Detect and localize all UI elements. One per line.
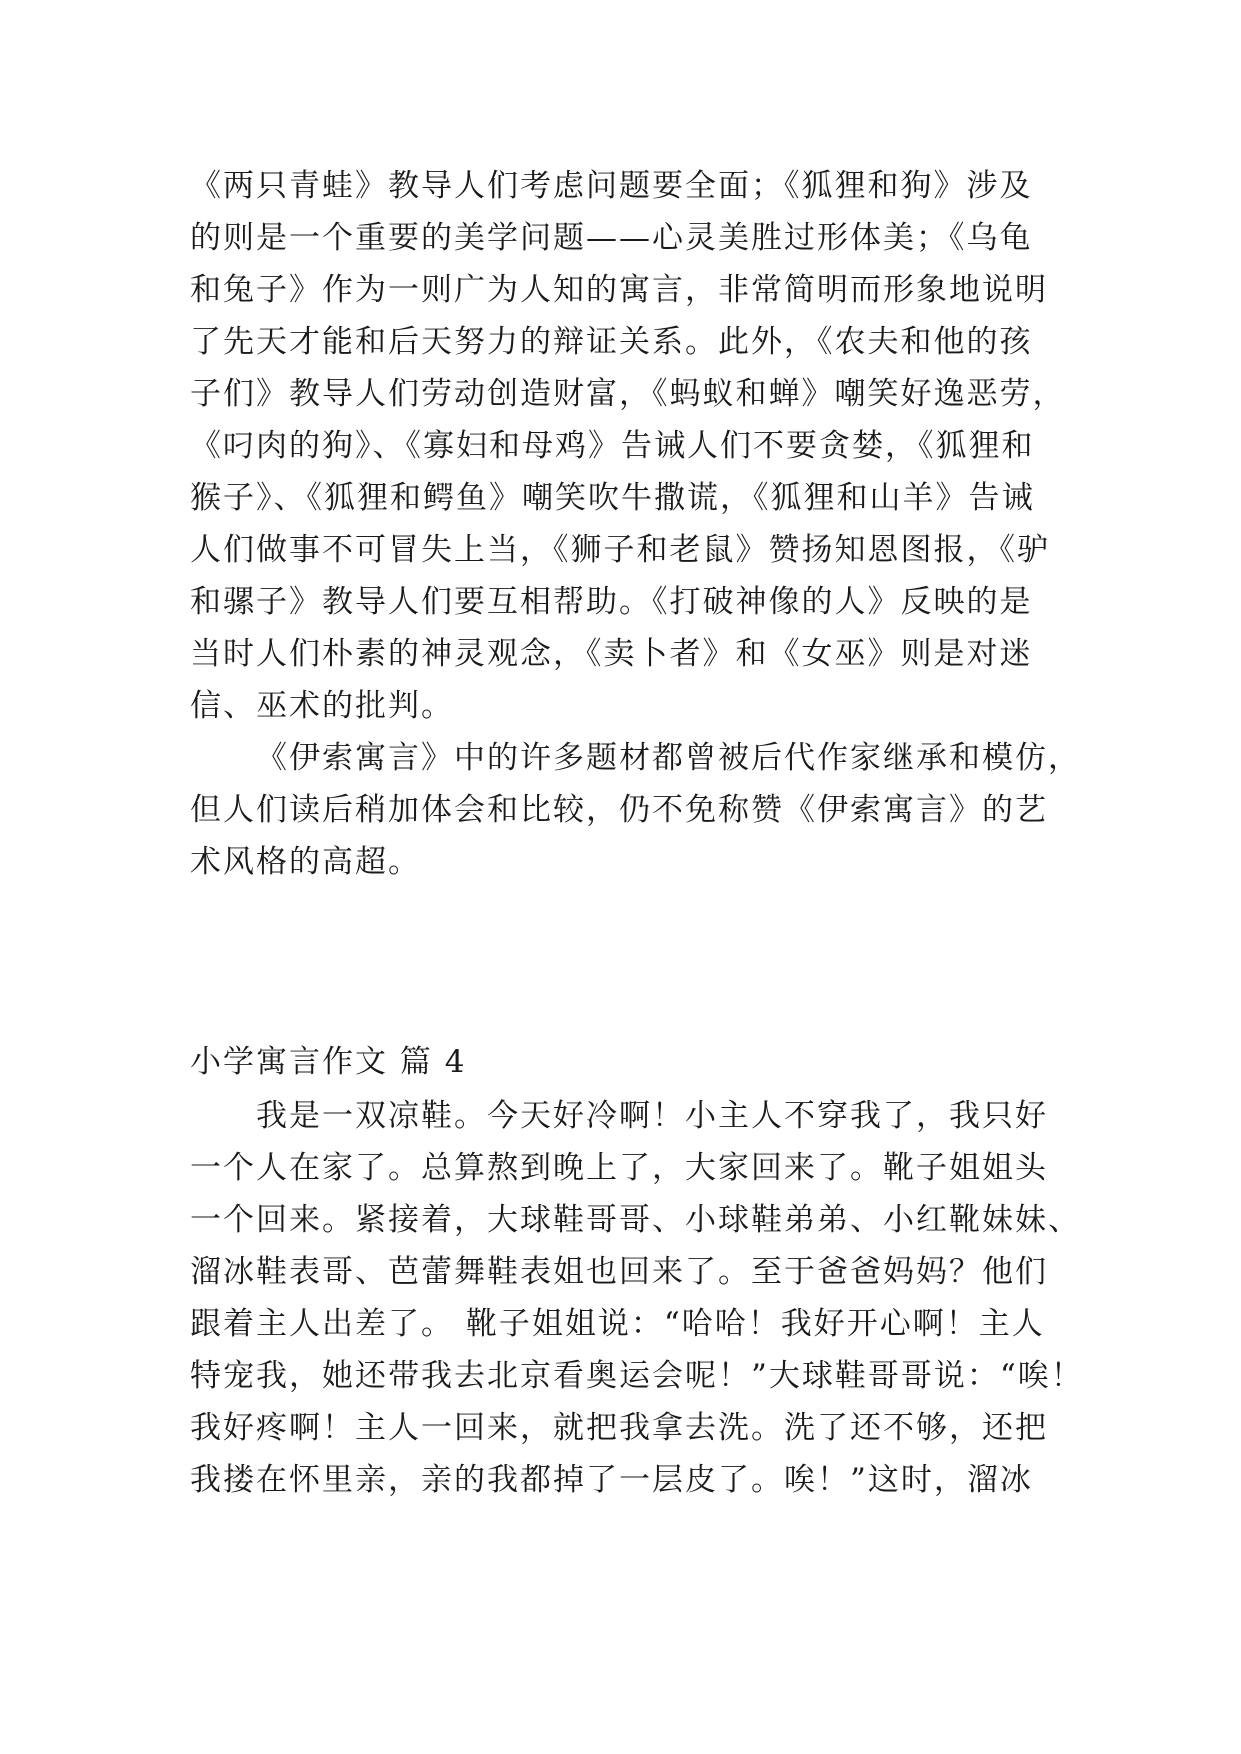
text-line: 溜冰鞋表哥、芭蕾舞鞋表姐也回来了。至于爸爸妈妈？他们 — [190, 1254, 1048, 1290]
text-line: 和兔子》作为一则广为人知的寓言，非常简明而形象地说明 — [190, 272, 1048, 308]
text-line: 《叼肉的狗》、《寡妇和母鸡》告诫人们不要贪婪，《狐狸和 — [190, 428, 1035, 464]
paragraph-sandal-story — [190, 1090, 1090, 1506]
text-line: 一个人在家了。总算熬到晚上了，大家回来了。靴子姐姐头 — [190, 1150, 1048, 1186]
text-line: 子们》教导人们劳动创造财富，《蚂蚁和蝉》嘲笑好逸恶劳， — [190, 376, 1066, 412]
text-line: 人们做事不可冒失上当，《狮子和老鼠》赞扬知恩图报，《驴 — [190, 532, 1050, 568]
text-line: 了先天才能和后天努力的辩证关系。此外，《农夫和他的孩 — [190, 324, 1033, 360]
text-line: 特宠我，她还带我去北京看奥运会呢！”大球鞋哥哥说：“唉！ — [190, 1358, 1084, 1394]
text-line: 但人们读后稍加体会和比较，仍不免称赞《伊索寓言》的艺 — [190, 792, 1048, 828]
text-line: 猴子》、《狐狸和鳄鱼》嘲笑吹牛撒谎，《狐狸和山羊》告诫 — [190, 480, 1035, 516]
text-line: 信、巫术的批判。 — [190, 688, 454, 724]
text-line: 术风格的高超。 — [190, 844, 421, 880]
text-line: 我好疼啊！主人一回来，就把我拿去洗。洗了还不够，还把 — [190, 1410, 1048, 1446]
text-line: 《两只青蛙》教导人们考虑问题要全面；《狐狸和狗》涉及 — [190, 168, 1033, 204]
text-line: 的则是一个重要的美学问题——心灵美胜过形体美；《乌龟 — [190, 220, 1033, 256]
text-line: 我搂在怀里亲，亲的我都掉了一层皮了。唉！”这时，溜冰 — [190, 1462, 1033, 1498]
text-line: 我是一双凉鞋。今天好冷啊！小主人不穿我了，我只好 — [256, 1098, 1048, 1134]
text-line: 跟着主人出差了。 靴子姐姐说：“哈哈！我好开心啊！主人 — [190, 1306, 1045, 1342]
text-line: 和骡子》教导人们要互相帮助。《打破神像的人》反映的是 — [190, 584, 1033, 620]
text-line: 一个回来。紧接着，大球鞋哥哥、小球鞋弟弟、小红靴妹妹、 — [190, 1202, 1081, 1238]
text-line: 《伊索寓言》中的许多题材都曾被后代作家继承和模仿， — [256, 740, 1081, 776]
text-line: 当时人们朴素的神灵观念，《卖卜者》和《女巫》则是对迷 — [190, 636, 1033, 672]
section-heading: 小学寓言作文 篇 4 — [190, 1044, 467, 1080]
paragraph-fables-themes — [190, 160, 1090, 888]
